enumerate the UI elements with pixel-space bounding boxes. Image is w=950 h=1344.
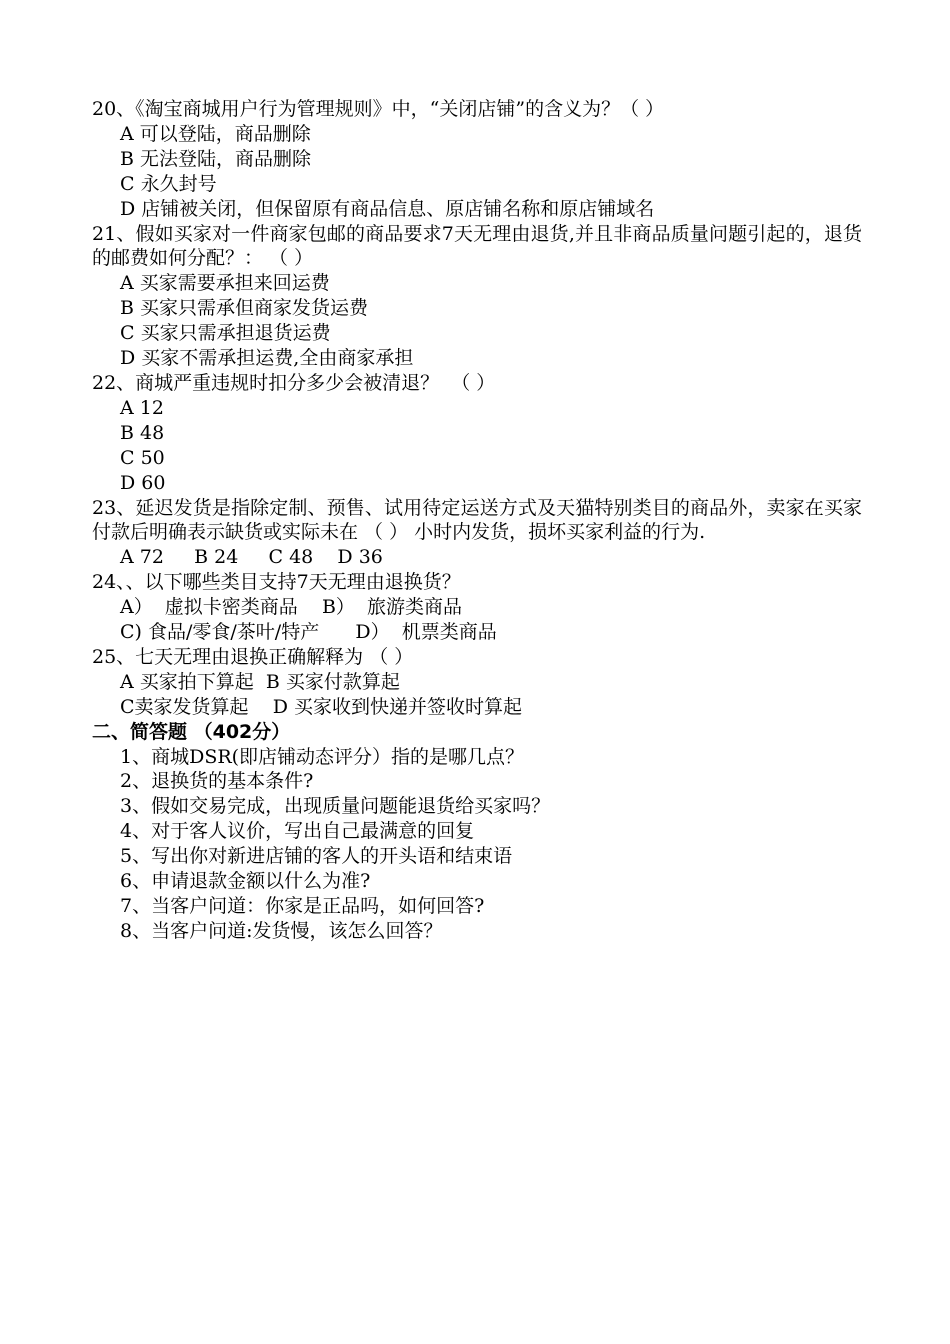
question-text: 23、延迟发货是指除定制、预售、试用待定运送方式及天猫特别类目的商品外，卖家在买家付款后明确表示缺货或实际未在 （ ） 小时内发货，损坏买家利益的行为. (92, 496, 862, 544)
options-row-1: A） 虚拟卡密类商品 B） 旅游类商品 (120, 596, 463, 619)
question-23 (92, 496, 862, 571)
options-row: A 72 B 24 C 48 D 36 (120, 546, 383, 569)
question-text: 22、商城严重违规时扣分多少会被清退？ （ ） (92, 371, 496, 394)
option-a: A 买家需要承担来回运费 (120, 272, 330, 295)
options-row-2: C卖家发货算起 D 买家收到快递并签收时算起 (120, 695, 522, 718)
option-d: D 60 (120, 471, 166, 494)
option-b: B 买家只需承但商家发货运费 (120, 297, 369, 320)
question-text: 20、《淘宝商城用户行为管理规则》中，“关闭店铺”的含义为？（ ） (92, 98, 665, 120)
option-d: D 买家不需承担运费,全由商家承担 (120, 347, 414, 370)
short-answer-item: 5、写出你对新进店铺的客人的开头语和结束语 (120, 845, 513, 868)
section-short-answer (92, 720, 862, 944)
question-22 (92, 371, 862, 496)
option-a: A 12 (120, 396, 164, 419)
option-a: A 可以登陆，商品删除 (120, 122, 311, 145)
question-text: 24、、以下哪些类目支持7天无理由退换货？ (92, 571, 461, 594)
question-21 (92, 222, 862, 371)
options-row-2: C) 食品/零食/茶叶/特产 D） 机票类商品 (120, 621, 497, 644)
short-answer-item: 2、退换货的基本条件? (120, 770, 314, 793)
short-answer-item: 4、对于客人议价，写出自己最满意的回复 (120, 820, 475, 843)
option-d: D 店铺被关闭，但保留原有商品信息、原店铺名称和原店铺域名 (120, 197, 655, 220)
option-c: C 永久封号 (120, 172, 217, 195)
question-text: 21、假如买家对一件商家包邮的商品要求7天无理由退货,并且非商品质量问题引起的，退货的邮费如何分配？： （ ） (92, 222, 862, 270)
section-heading: 二、简答题 （402分） (92, 720, 291, 743)
question-25 (92, 645, 862, 720)
question-20 (92, 97, 862, 222)
short-answer-item: 7、当客户问道：你家是正品吗，如何回答? (120, 895, 485, 917)
exam-page (92, 97, 862, 944)
options-row-1: A 买家拍下算起 B 买家付款算起 (120, 670, 400, 693)
option-b: B 48 (120, 421, 165, 444)
short-answer-item: 8、当客户问道:发货慢，该怎么回答？ (120, 919, 443, 942)
short-answer-item: 3、假如交易完成，出现质量问题能退货给买家吗？ (120, 795, 551, 818)
option-c: C 买家只需承担退货运费 (120, 322, 331, 345)
question-text: 25、七天无理由退换正确解释为 （ ） (92, 645, 414, 668)
question-24 (92, 570, 862, 645)
option-c: C 50 (120, 446, 165, 469)
short-answer-item: 1、商城DSR(即店铺动态评分）指的是哪几点？ (120, 745, 525, 768)
short-answer-item: 6、申请退款金额以什么为准? (120, 870, 371, 893)
option-b: B 无法登陆，商品删除 (120, 147, 312, 170)
